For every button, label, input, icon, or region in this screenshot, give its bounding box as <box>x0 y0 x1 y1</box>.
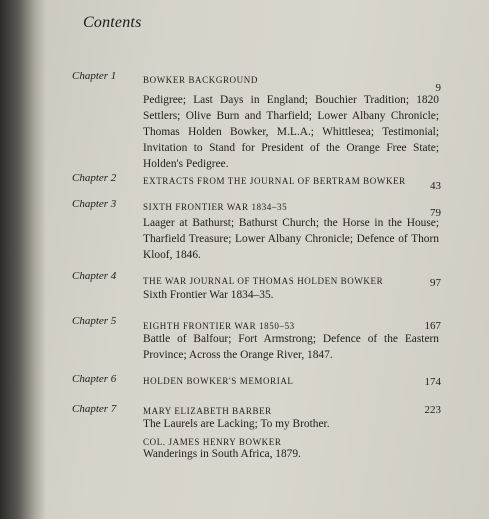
chapter-label: Chapter 3 <box>72 198 117 210</box>
chapter-heading: HOLDEN BOWKER'S MEMORIAL <box>143 376 294 386</box>
chapter-label: Chapter 7 <box>72 403 117 415</box>
chapter-label: Chapter 4 <box>72 270 117 282</box>
chapter-description: Pedigree; Last Days in England; Bouchier Tradition; 1820 Settlers; Olive Burn and Tharfield; Lower Albany Chronicle; Thomas Holden Bowker, M.L.A.; Whittlesea; Testimonial; Invitation to Stand for President of the Orange Free State; Holden's Pedigree. <box>143 94 439 170</box>
chapter-heading: EXTRACTS FROM THE JOURNAL OF BERTRAM BOWKER <box>143 176 406 186</box>
chapter-page-number: 9 <box>435 82 441 94</box>
chapter-description: Sixth Frontier War 1834–35. <box>143 289 274 301</box>
chapter-page-number: 223 <box>424 404 441 416</box>
chapter-description: Laager at Bathurst; Bathurst Church; the Horse in the House; Tharfield Treasure; Lower Albany Chronicle; Defence of Thorn Kloof, 1846. <box>143 217 439 261</box>
chapter-heading: SIXTH FRONTIER WAR 1834–35 <box>143 202 288 212</box>
book-spine-shadow <box>0 0 46 519</box>
chapter-label: Chapter 6 <box>72 373 117 385</box>
chapter-heading: EIGHTH FRONTIER WAR 1850–53 <box>143 321 295 331</box>
chapter-label: Chapter 5 <box>72 315 117 327</box>
chapter-heading: BOWKER BACKGROUND <box>143 75 258 85</box>
chapter-page-number: 43 <box>430 180 441 192</box>
chapter-page-number: 167 <box>424 320 441 332</box>
page-title: Contents <box>83 14 142 31</box>
chapter-description: The Laurels are Lacking; To my Brother. <box>143 418 330 430</box>
chapter-page-number: 97 <box>430 277 441 289</box>
chapter-page-number: 79 <box>430 207 441 219</box>
chapter-label: Chapter 2 <box>72 172 117 184</box>
chapter-subdescription: Wanderings in South Africa, 1879. <box>143 448 301 460</box>
chapter-subheading: COL. JAMES HENRY BOWKER <box>143 437 282 447</box>
chapter-heading: MARY ELIZABETH BARBER <box>143 406 272 416</box>
chapter-page-number: 174 <box>424 376 441 388</box>
chapter-label: Chapter 1 <box>72 70 117 82</box>
chapter-description: Battle of Balfour; Fort Armstrong; Defence of the Eastern Province; Across the Orange River, 1847. <box>143 333 439 361</box>
chapter-heading: THE WAR JOURNAL OF THOMAS HOLDEN BOWKER <box>143 276 384 286</box>
